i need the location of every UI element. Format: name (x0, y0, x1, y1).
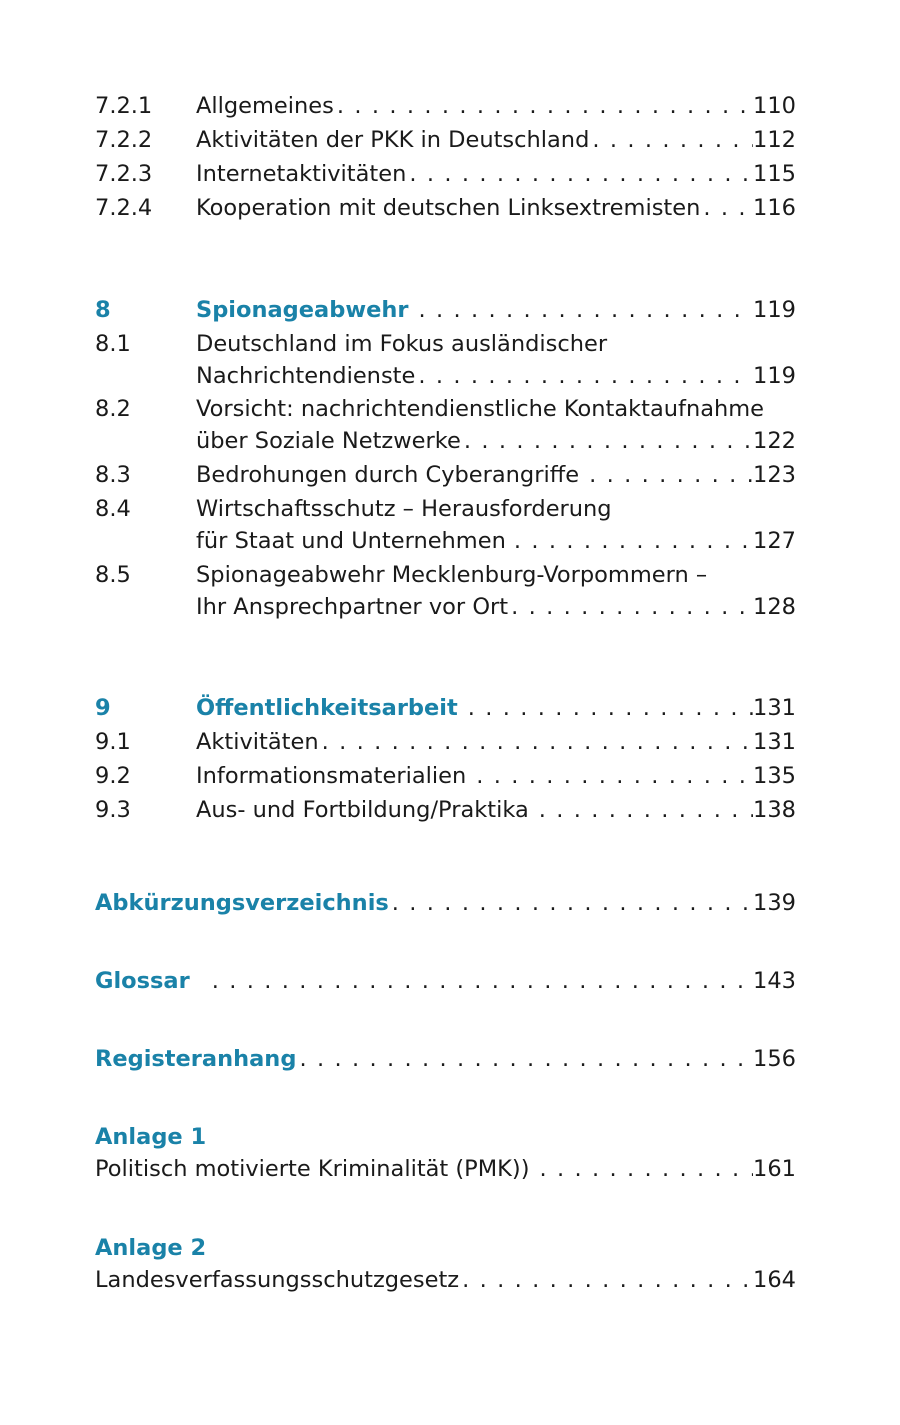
dot-leader (190, 964, 753, 998)
entry-title-cell (196, 590, 796, 624)
entry-title-cell (95, 964, 796, 998)
entry-title: Aus- und Fortbildung/Praktika (196, 797, 529, 823)
toc-entry-8-5[interactable] (0, 558, 900, 592)
toc-entry-8-1[interactable] (0, 327, 900, 361)
entry-title-cell (95, 1263, 796, 1297)
entry-title-cell (95, 1152, 796, 1186)
chapter-title: Spionageabwehr (196, 297, 409, 323)
toc-anlage-2[interactable] (0, 1263, 900, 1297)
toc-entry-7-2-1[interactable] (0, 89, 900, 123)
entry-page: 131 (753, 695, 796, 721)
toc-entry-9-1[interactable] (0, 725, 900, 759)
chapter-number: 9 (95, 695, 111, 721)
toc-glossar[interactable] (0, 964, 900, 998)
toc-entry-8-4[interactable] (0, 492, 900, 526)
entry-page: 143 (753, 968, 796, 994)
entry-number: 7.2.4 (95, 195, 153, 221)
entry-title: Allgemeines (196, 93, 334, 119)
entry-title-cell (95, 1042, 796, 1076)
entry-number: 7.2.1 (95, 93, 153, 119)
toc-entry-8-5-cont[interactable] (0, 590, 900, 624)
dot-leader (508, 590, 753, 624)
dot-leader (389, 886, 753, 920)
section-title: Glossar (95, 968, 190, 994)
dot-leader (461, 424, 753, 458)
dot-leader (506, 524, 753, 558)
dot-leader (334, 89, 753, 123)
toc-entry-7-2-4[interactable] (0, 191, 900, 225)
entry-page: 138 (753, 797, 796, 823)
entry-page: 135 (753, 763, 796, 789)
entry-page: 139 (753, 890, 796, 916)
chapter-number: 8 (95, 297, 111, 323)
entry-number: 8.5 (95, 562, 131, 588)
entry-number: 8.3 (95, 462, 131, 488)
dot-leader (415, 359, 753, 393)
entry-title-cell (196, 123, 796, 157)
entry-page: 115 (753, 161, 796, 187)
entry-number: 9.2 (95, 763, 131, 789)
entry-title: Bedrohungen durch Cyberangriffe (196, 462, 580, 488)
entry-number: 9.1 (95, 729, 131, 755)
entry-title-cell (196, 89, 796, 123)
entry-title-cell (196, 191, 796, 225)
dot-leader (579, 458, 753, 492)
entry-title-cell (196, 524, 796, 558)
toc-anlage-2-heading (0, 1231, 900, 1265)
section-title: Registeranhang (95, 1046, 297, 1072)
entry-title-cell (196, 492, 896, 526)
entry-title: Landesverfassungsschutzgesetz (95, 1267, 460, 1293)
toc-entry-7-2-3[interactable] (0, 157, 900, 191)
entry-title-cell (196, 793, 796, 827)
dot-leader (589, 123, 753, 157)
entry-title: Aktivitäten der PKK in Deutschland (196, 127, 590, 153)
dot-leader (529, 793, 753, 827)
toc-registeranhang[interactable] (0, 1042, 900, 1076)
toc-anlage-1-heading (0, 1120, 900, 1154)
entry-title-cell (95, 886, 796, 920)
entry-title-cell (196, 359, 796, 393)
entry-title: Politisch motivierte Kriminalität (PMK)) (95, 1156, 530, 1182)
toc-entry-8-4-cont[interactable] (0, 524, 900, 558)
entry-page: 123 (753, 462, 796, 488)
entry-title-line1: Vorsicht: nachrichtendienstliche Kontaktaufnahme (196, 396, 765, 422)
entry-title-line1: Wirtschaftsschutz – Herausforderung (196, 496, 612, 522)
dot-leader (529, 1152, 753, 1186)
entry-page: 116 (753, 195, 796, 221)
entry-title: Internetaktivitäten (196, 161, 407, 187)
toc-abkuerzungsverzeichnis[interactable] (0, 886, 900, 920)
entry-title-cell (196, 691, 796, 725)
toc-anlage-1[interactable] (0, 1152, 900, 1186)
entry-page: 127 (753, 528, 796, 554)
entry-number: 8.4 (95, 496, 131, 522)
entry-title-cell (196, 157, 796, 191)
entry-page: 112 (753, 127, 796, 153)
entry-number: 8.1 (95, 331, 131, 357)
entry-page: 110 (753, 93, 796, 119)
toc-entry-9-2[interactable] (0, 759, 900, 793)
dot-leader (466, 759, 753, 793)
toc-entry-8-2[interactable] (0, 392, 900, 426)
entry-number: 7.2.2 (95, 127, 153, 153)
entry-page: 156 (753, 1046, 796, 1072)
entry-page: 164 (753, 1267, 796, 1293)
entry-number: 9.3 (95, 797, 131, 823)
entry-title-cell (196, 558, 896, 592)
toc-entry-9-3[interactable] (0, 793, 900, 827)
entry-page: 119 (753, 363, 796, 389)
dot-leader (406, 157, 753, 191)
entry-title-cell (196, 725, 796, 759)
entry-title-cell (196, 293, 796, 327)
entry-title-line1: Spionageabwehr Mecklenburg-Vorpommern – (196, 562, 708, 588)
entry-title-cell (196, 392, 896, 426)
dot-leader (700, 191, 753, 225)
appendix-heading: Anlage 1 (95, 1124, 207, 1150)
entry-title-line2: Nachrichtendienste (196, 363, 416, 389)
entry-number: 8.2 (95, 396, 131, 422)
dot-leader (458, 691, 753, 725)
toc-entry-8-1-cont[interactable] (0, 359, 900, 393)
toc-chapter-9[interactable] (0, 691, 900, 725)
dot-leader (296, 1042, 753, 1076)
entry-title: Aktivitäten (196, 729, 319, 755)
entry-title: Kooperation mit deutschen Linksextremisten (196, 195, 701, 221)
dot-leader (459, 1263, 753, 1297)
entry-title-line2: über Soziale Netzwerke (196, 428, 461, 454)
entry-title: Informationsmaterialien (196, 763, 467, 789)
chapter-title: Öffentlichkeitsarbeit (196, 695, 458, 721)
dot-leader (409, 293, 754, 327)
entry-title-line1: Deutschland im Fokus ausländischer (196, 331, 608, 357)
entry-title-cell (196, 759, 796, 793)
toc-entry-7-2-2[interactable] (0, 123, 900, 157)
entry-title-cell (196, 327, 896, 361)
section-title: Abkürzungsverzeichnis (95, 890, 389, 916)
entry-title-cell (196, 424, 796, 458)
entry-page: 119 (753, 297, 796, 323)
entry-page: 131 (753, 729, 796, 755)
toc-entry-8-2-cont[interactable] (0, 424, 900, 458)
toc-chapter-8[interactable] (0, 293, 900, 327)
entry-number: 7.2.3 (95, 161, 153, 187)
appendix-heading: Anlage 2 (95, 1235, 207, 1261)
dot-leader (319, 725, 753, 759)
entry-title-cell (196, 458, 796, 492)
entry-title-line2: für Staat und Unternehmen (196, 528, 506, 554)
entry-page: 128 (753, 594, 796, 620)
toc-entry-8-3[interactable] (0, 458, 900, 492)
entry-page: 161 (753, 1156, 796, 1182)
entry-page: 122 (753, 428, 796, 454)
entry-title-line2: Ihr Ansprechpartner vor Ort (196, 594, 509, 620)
